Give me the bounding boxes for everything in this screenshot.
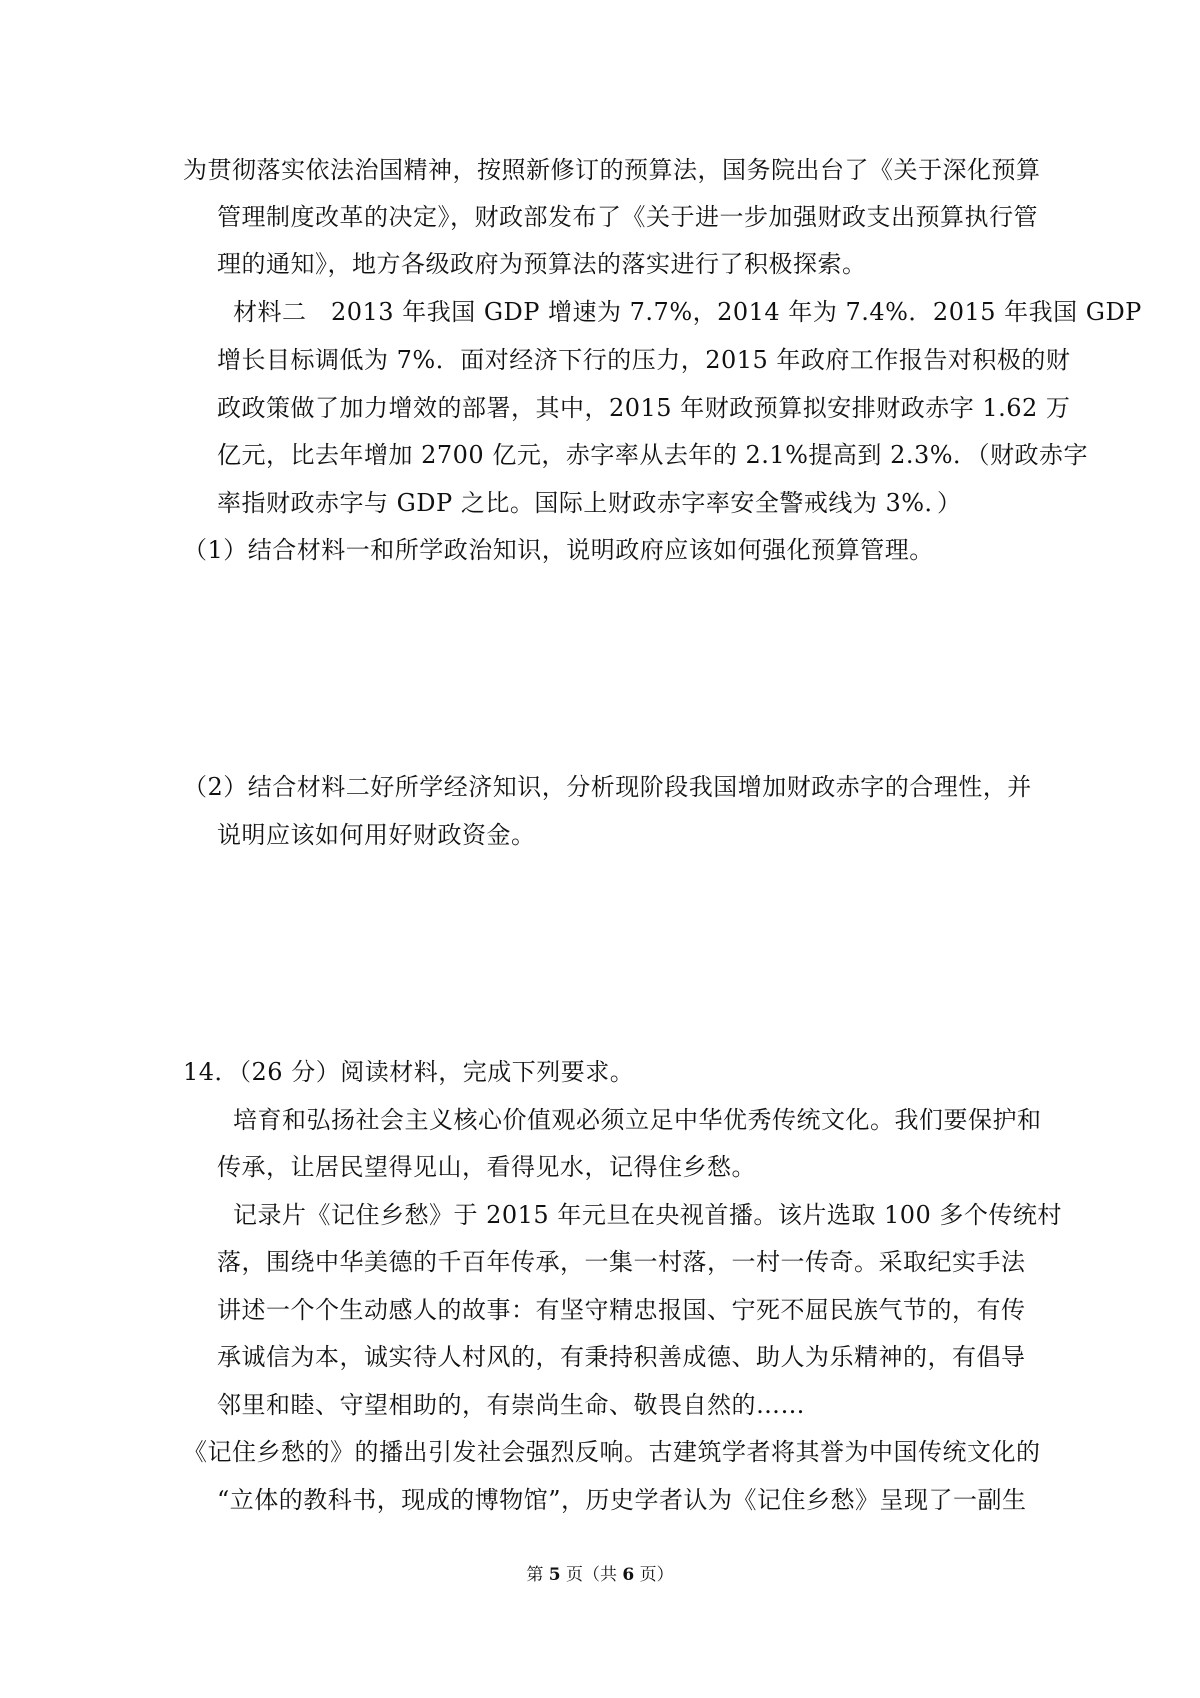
page-footer — [0, 1564, 1200, 1586]
q14-para1-line-2: 传承，让居民望得见山，看得见水，记得住乡愁。 — [217, 1153, 756, 1181]
material2-line-2: 增长目标调低为 7%．面对经济下行的压力，2015 年政府工作报告对积极的财 — [217, 346, 1071, 374]
material2-line-1: 材料二 2013 年我国 GDP 增速为 7.7%，2014 年为 7.4%．2015 年我国 GDP — [233, 298, 1142, 326]
material1-line-3: 理的通知》，地方各级政府为预算法的落实进行了积极探索。 — [217, 250, 867, 278]
question-13-1: （1）结合材料一和所学政治知识，说明政府应该如何强化预算管理。 — [183, 536, 934, 564]
q14-para2-line-5: 邻里和睦、守望相助的，有崇尚生命、敬畏自然的…… — [217, 1391, 805, 1419]
q14-para2-line-1: 记录片《记住乡愁》于 2015 年元旦在央视首播。该片选取 100 多个传统村 — [233, 1201, 1062, 1229]
q14-para3-line-2: “立体的教科书，现成的博物馆”，历史学者认为《记住乡愁》呈现了一副生 — [217, 1486, 1027, 1514]
footer-middle: 页（共 — [560, 1565, 623, 1585]
material2-line-3: 政政策做了加力增效的部署，其中，2015 年财政预算拟安排财政赤字 1.62 万 — [217, 394, 1071, 422]
question-13-2-line-2: 说明应该如何用好财政资金。 — [217, 821, 536, 849]
q14-para1-line-1: 培育和弘扬社会主义核心价值观必须立足中华优秀传统文化。我们要保护和 — [233, 1106, 1042, 1134]
q14-para3-line-1: 《记住乡愁的》的播出引发社会强烈反响。古建筑学者将其誉为中国传统文化的 — [183, 1438, 1041, 1466]
material1-line-1: 为贯彻落实依法治国精神，按照新修订的预算法，国务院出台了《关于深化预算 — [183, 156, 1041, 184]
q14-para2-line-4: 承诚信为本，诚实待人村风的，有秉持积善成德、助人为乐精神的，有倡导 — [217, 1343, 1026, 1371]
material1-line-2: 管理制度改革的决定》，财政部发布了《关于进一步加强财政支出预算执行管 — [217, 203, 1038, 231]
footer-total-pages: 6 — [622, 1565, 635, 1585]
material2-line-4: 亿元，比去年增加 2700 亿元，赤字率从去年的 2.1%提高到 2.3%．（财政赤字 — [217, 441, 1089, 469]
footer-suffix: 页） — [634, 1565, 674, 1585]
footer-page-number: 5 — [548, 1565, 561, 1585]
question-13-2-line-1: （2）结合材料二好所学经济知识，分析现阶段我国增加财政赤字的合理性，并 — [183, 773, 1032, 801]
q14-para2-line-2: 落，围绕中华美德的千百年传承，一集一村落，一村一传奇。采取纪实手法 — [217, 1248, 1026, 1276]
footer-prefix: 第 — [526, 1565, 549, 1585]
question-14-header: 14．（26 分）阅读材料，完成下列要求。 — [183, 1058, 635, 1086]
q14-para2-line-3: 讲述一个个生动感人的故事：有坚守精忠报国、宁死不屈民族气节的，有传 — [217, 1296, 1026, 1324]
material2-line-5: 率指财政赤字与 GDP 之比。国际上财政赤字率安全警戒线为 3%．） — [217, 489, 962, 517]
